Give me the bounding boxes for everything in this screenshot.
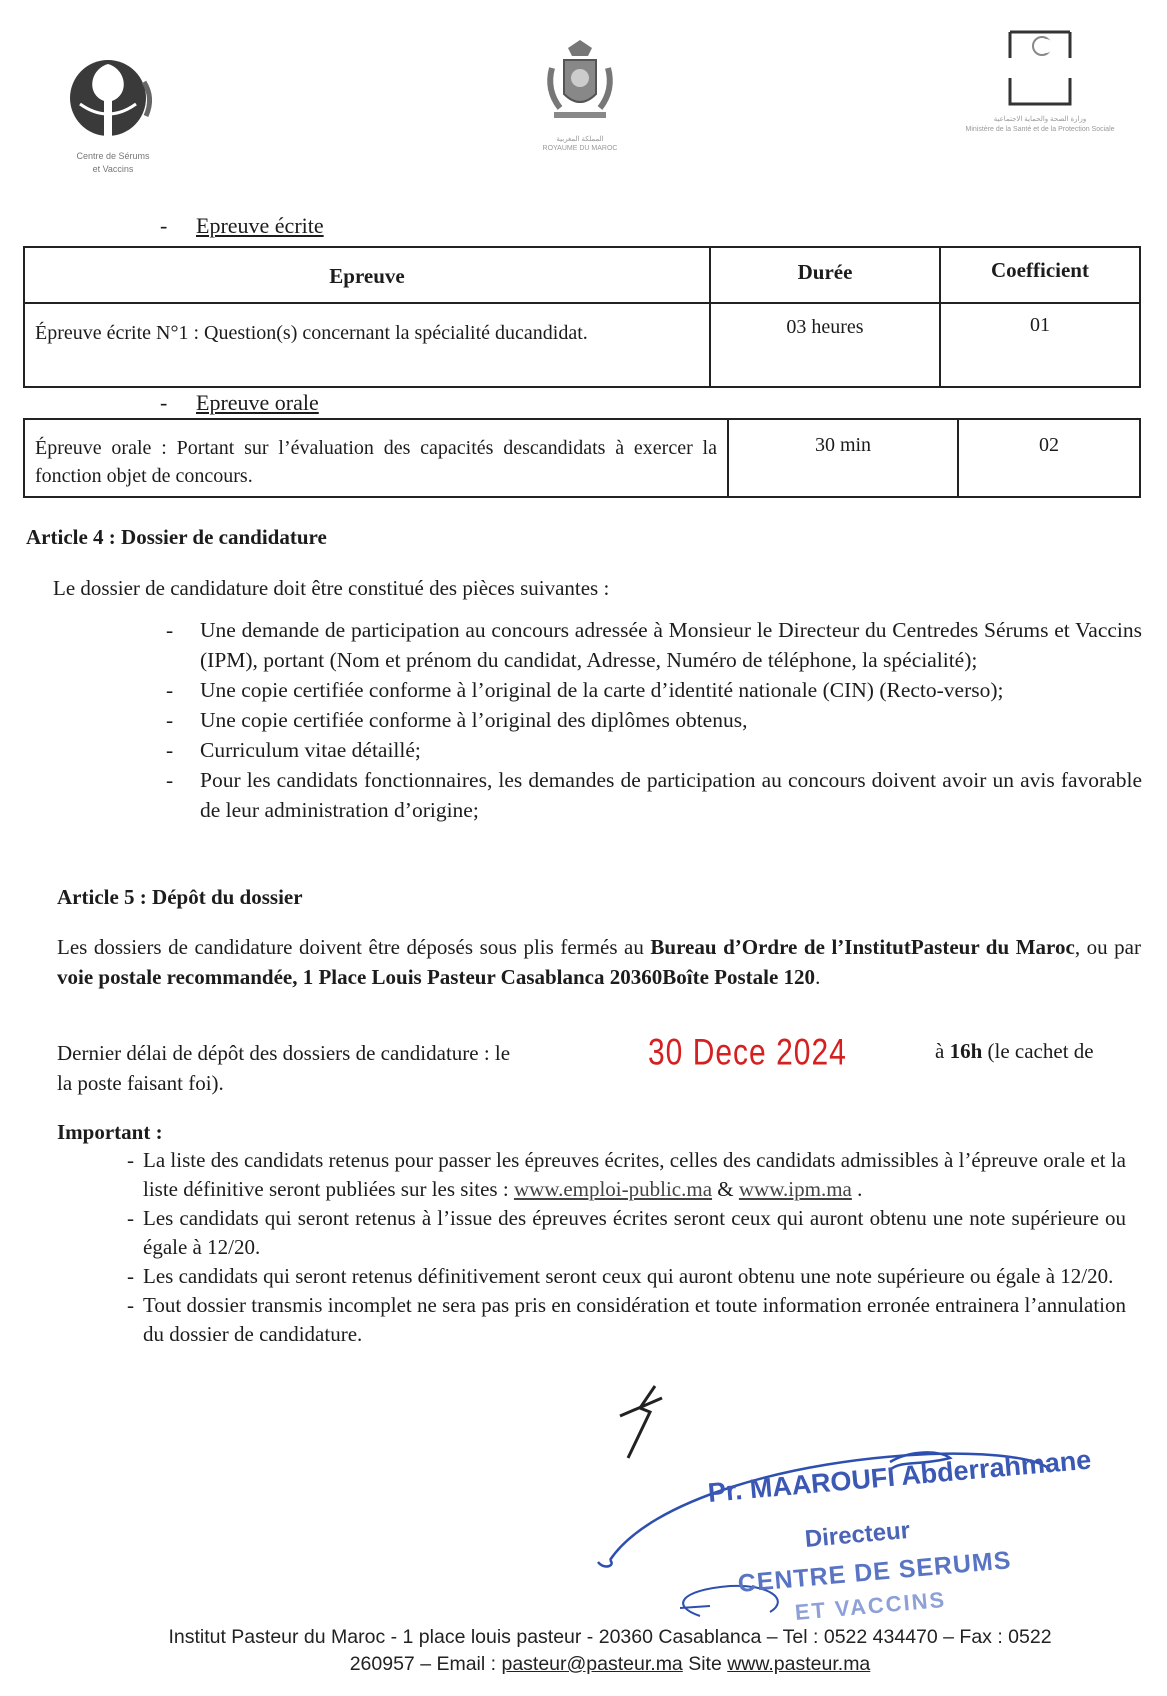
footer <box>80 1624 1140 1678</box>
oral-coef: 02 <box>958 419 1140 497</box>
royal-emblem <box>530 38 630 153</box>
important-list <box>143 1146 1126 1349</box>
list-item: - Les candidats qui seront retenus à l’issue des épreuves écrites seront ceux qui auront obtenu une note supérieure ou égale à 12/20. <box>143 1204 1126 1262</box>
list-item: - Une demande de participation au concours adressée à Monsieur le Directeur du Centredes Sérums et Vaccins (IPM), portant (Nom et prénom du candidat, Adresse, Numéro de téléphone, la spécialité); <box>200 615 1142 675</box>
ipm-link[interactable]: www.ipm.ma <box>738 1177 852 1201</box>
list-item: - La liste des candidats retenus pour passer les épreuves écrites, celles des candidats admissibles à l’épreuve orale et la liste définitive seront publiées sur les sites : www.emploi-public.ma & www.ipm.ma . <box>143 1146 1126 1204</box>
deadline-suffix: la poste faisant foi). <box>57 1071 224 1095</box>
list-item: - Les candidats qui seront retenus définitivement seront ceux qui auront obtenu une note supérieure ou égale à 12/20. <box>143 1262 1126 1291</box>
important-title: Important : <box>57 1120 163 1144</box>
emploi-public-link[interactable]: www.emploi-public.ma <box>513 1177 713 1201</box>
list-item: - Une copie certifiée conforme à l’original de la carte d’identité nationale (CIN) (Recto-verso); <box>200 675 1142 705</box>
article4-title: Article 4 : Dossier de candidature <box>26 525 327 549</box>
table-row <box>24 419 1140 497</box>
oral-table <box>23 418 1141 498</box>
csv-logo-caption-2: et Vaccins <box>92 164 134 174</box>
date-stamp: 30 Dece 2024 <box>648 1031 847 1073</box>
list-item: - Curriculum vitae détaillé; <box>200 735 1142 765</box>
footer-email-link[interactable]: pasteur@pasteur.ma <box>501 1653 683 1675</box>
list-item: - Une copie certifiée conforme à l’original des diplômes obtenus, <box>200 705 1142 735</box>
coat-of-arms-icon <box>540 38 620 130</box>
signature-org-1: CENTRE DE SERUMS <box>736 1546 1013 1598</box>
ministry-caption-fr: Ministère de la Santé et de la Protection Sociale <box>965 126 1115 133</box>
csv-emblem-icon <box>58 52 168 144</box>
ministry-emblem-icon <box>990 28 1090 110</box>
oral-heading: - Epreuve orale <box>160 390 319 415</box>
postal-address: voie postale recommandée, 1 Place Louis Pasteur Casablanca 20360Boîte Postale 120 <box>57 965 816 989</box>
csv-logo <box>58 52 168 175</box>
ministry-logo <box>960 28 1120 135</box>
col-coefficient: Coefficient <box>940 247 1140 303</box>
table-row <box>24 303 1140 387</box>
signature-name: Pr. MAAROUFI Abderrahmane <box>706 1444 1093 1508</box>
col-duree: Durée <box>710 247 940 303</box>
list-item: - Tout dossier transmis incomplet ne sera pas pris en considération et toute information erronée entrainera l’annulation du dossier de candidature. <box>143 1291 1126 1349</box>
written-table-header <box>24 247 1140 303</box>
article5-title: Article 5 : Dépôt du dossier <box>57 885 303 909</box>
ministry-caption-ar: وزارة الصحة والحماية الاجتماعية <box>993 116 1087 123</box>
written-coef: 01 <box>940 303 1140 387</box>
written-epreuve: Épreuve écrite N°1 : Question(s) concernant la spécialité ducandidat. <box>24 303 710 387</box>
signature-org-2: ET VACCINS <box>793 1586 948 1625</box>
csv-logo-caption-1: Centre de Sérums <box>76 151 150 161</box>
article4-intro: Le dossier de candidature doit être constitué des pièces suivantes : <box>53 576 610 600</box>
written-heading: - Epreuve écrite <box>160 213 324 238</box>
article4-list <box>200 615 1142 825</box>
royal-caption-fr: ROYAUME DU MAROC <box>542 145 618 152</box>
bureau-ordre: Bureau d’Ordre de l’InstitutPasteur du Maroc <box>650 935 1075 959</box>
footer-site-link[interactable]: www.pasteur.ma <box>727 1653 871 1675</box>
footer-line-1: Institut Pasteur du Maroc - 1 place louis pasteur - 20360 Casablanca – Tel : 0522 434470 – Fax : 0522 <box>168 1626 1052 1648</box>
deadline-label: Dernier délai de dépôt des dossiers de candidature : le <box>57 1041 511 1065</box>
written-table <box>23 246 1141 388</box>
royal-caption-ar: المملكة المغربية <box>556 136 604 143</box>
col-epreuve: Epreuve <box>24 247 710 303</box>
list-item: - Pour les candidats fonctionnaires, les demandes de participation au concours doivent avoir un avis favorable de leur administration d’origine; <box>200 765 1142 825</box>
oral-duree: 30 min <box>728 419 958 497</box>
footer-line-2: 260957 – Email : pasteur@pasteur.ma Site www.pasteur.ma <box>349 1653 871 1675</box>
written-duree: 03 heures <box>710 303 940 387</box>
oral-epreuve: Épreuve orale : Portant sur l’évaluation des capacités descandidats à exercer la fonction objet de concours. <box>24 419 728 497</box>
signature-title: Directeur <box>803 1516 912 1553</box>
article5-text: Les dossiers de candidature doivent être déposés sous plis fermés au Bureau d’Ordre de l’InstitutPasteur du Maroc, ou par voie postale recommandée, 1 Place Louis Pasteur Casablanca 20360Boîte Postale 120. <box>57 935 1141 989</box>
deadline-time: à 16h (le cachet de <box>935 1039 1094 1063</box>
